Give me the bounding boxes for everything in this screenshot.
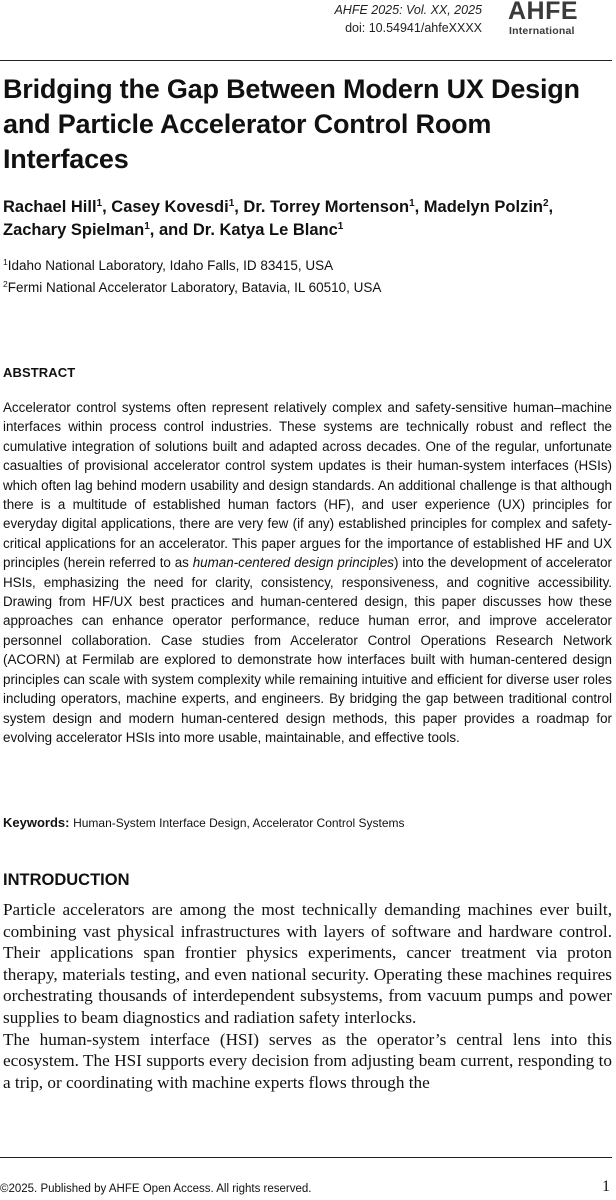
author-affiliation-mark: 1	[409, 198, 415, 209]
keywords-label: Keywords:	[3, 815, 70, 830]
abstract-emphasis: human-centered design principles	[192, 555, 394, 571]
abstract-text	[3, 398, 612, 747]
page-number: 1	[602, 1178, 610, 1195]
affiliation-line	[3, 255, 603, 277]
author-affiliation-mark: 2	[542, 198, 549, 209]
abstract-text-part: Accelerator control systems often represent relatively complex and safety-sensitive human–machine interfaces within process control industries. These systems are technically robust and reflect the cumulative integration of solutions built and adapted across decades. One of the regular, unfortunate casualties of provisional accelerator control system updates is their human-system interfaces (HSIs) which often lag behind modern usability and design standards. An additional challenge is that although there is a multitude of established human factors (HF), and user experience (UX) principles for everyday digital applications, there are very few (if any) established principles for complex and safety-critical applications for an accelerator. This paper argues for the importance of established HF and UX principles (herein referred to as	[3, 400, 612, 571]
affiliation-line	[3, 277, 603, 299]
abstract-heading: ABSTRACT	[3, 365, 76, 380]
logo-main-text: AHFE	[508, 0, 579, 25]
author-separator: ,	[234, 198, 244, 216]
logo-sub-text: International	[509, 25, 575, 37]
paper-title: Bridging the Gap Between Modern UX Design and Particle Accelerator Control Room Interfaces	[3, 74, 580, 174]
affiliation-text: Fermi National Accelerator Laboratory, Batavia, IL 60510, USA	[7, 280, 382, 295]
author-name: Dr. Katya Le Blanc	[192, 221, 338, 239]
introduction-body	[3, 899, 612, 1093]
introduction-paragraph: Particle accelerators are among the most technically demanding machines ever built, combining vast physical infrastructures with layers of software and hardware control. Their applications span frontier physics experiments, cancer treatment via proton therapy, materials testing, and even national security. Operating these machines requires orchestrating thousands of interdependent subsystems, from vacuum pumps and power supplies to beam diagnostics and radiation safety interlocks.	[3, 900, 612, 1027]
author-affiliation-mark: 1	[228, 198, 235, 209]
keywords-value: Human-System Interface Design, Accelerator Control Systems	[73, 816, 405, 830]
doi: doi: 10.54941/ahfeXXXX	[345, 21, 482, 35]
author-separator: ,	[548, 198, 554, 216]
introduction-paragraph: The human-system interface (HSI) serves as the operator’s central lens into this ecosystem. The HSI supports every decision from adjusting beam current, responding to a trip, or coordinating with machine experts flows through the	[3, 1029, 612, 1092]
author-separator: ,	[414, 198, 424, 216]
author-name: Zachary Spielman	[3, 221, 145, 239]
author-name: Casey Kovesdi	[111, 198, 229, 216]
header-divider	[0, 60, 612, 61]
author-separator: , and	[149, 221, 193, 239]
author-name: Rachael Hill	[3, 198, 97, 216]
author-name: Dr. Torrey Mortenson	[243, 198, 410, 216]
affiliation-number: 2	[3, 279, 8, 289]
journal-volume: AHFE 2025: Vol. XX, 2025	[334, 3, 482, 17]
introduction-heading: INTRODUCTION	[3, 871, 130, 889]
affiliation-text: Idaho National Laboratory, Idaho Falls, ID 83415, USA	[7, 258, 334, 273]
copyright-notice: ©2025. Published by AHFE Open Access. All rights reserved.	[0, 1183, 312, 1195]
author-name: Madelyn Polzin	[423, 198, 543, 216]
author-affiliation-mark: 1	[144, 221, 150, 232]
abstract-text-part: ) into the development of accelerator HSIs, emphasizing the need for clarity, consistency, responsiveness, and cognitive accessibility. Drawing from HF/UX best practices and human-centered design, this paper discusses how these approaches can enhance operator performance, reduce human error, and improve accelerator personnel collaboration. Case studies from Accelerator Control Operations Research Network (ACORN) at Fermilab are explored to demonstrate how interfaces built with human-centered design principles can scale with system complexity while remaining intuitive and efficient for diverse user roles including operators, machine experts, and engineers. By bridging the gap between traditional control system design and modern human-centered design methods, this paper provides a roadmap for evolving accelerator HSIs into more usable, maintainable, and effective tools.	[3, 555, 612, 745]
affiliation-number: 1	[3, 257, 8, 267]
header-meta	[300, 1, 482, 37]
footer-divider	[0, 1157, 612, 1158]
affiliations	[3, 255, 603, 299]
keywords	[3, 814, 603, 832]
author-affiliation-mark: 1	[337, 221, 344, 232]
author-affiliation-mark: 1	[96, 198, 103, 209]
author-separator: ,	[102, 198, 112, 216]
ahfe-logo	[506, 0, 610, 40]
author-list	[3, 196, 603, 242]
